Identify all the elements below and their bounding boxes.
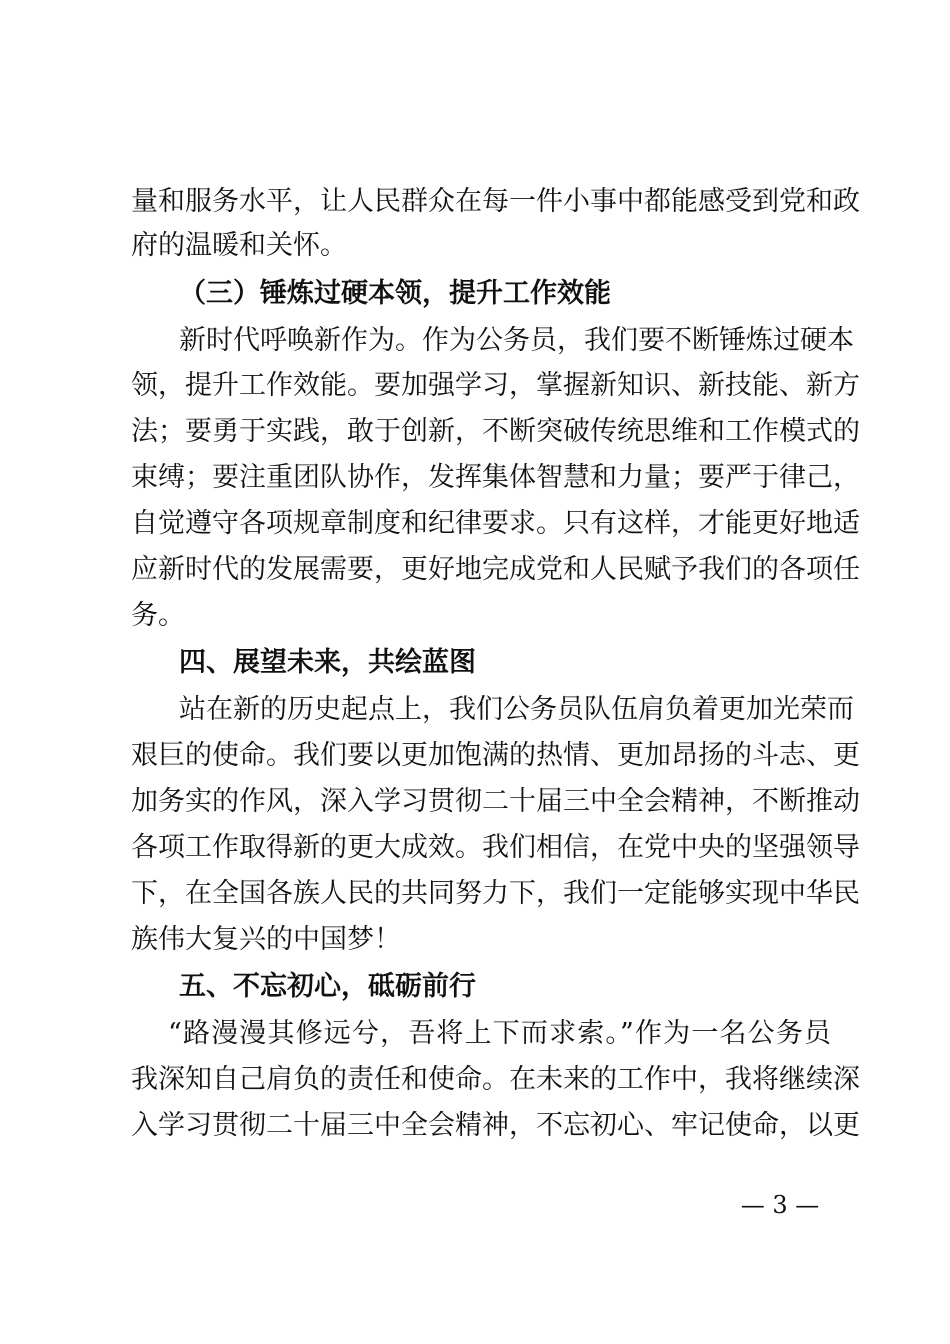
paragraph-line: 加务实的作风，深入学习贯彻二十届三中全会精神，不断推动 [131, 786, 860, 817]
paragraph-line: 下，在全国各族人民的共同努力下，我们一定能够实现中华民 [131, 878, 860, 909]
paragraph-line: 领，提升工作效能。要加强学习，掌握新知识、新技能、新方 [131, 370, 860, 401]
paragraph-line: 应新时代的发展需要，更好地完成党和人民赋予我们的各项任 [131, 554, 860, 585]
section-3-heading: （三）锤炼过硬本领，提升工作效能 [179, 278, 611, 309]
paragraph-line: 府的温暖和关怀。 [131, 230, 347, 261]
paragraph-line: 新时代呼唤新作为。作为公务员，我们要不断锤炼过硬本 [179, 325, 854, 356]
paragraph-line: 自觉遵守各项规章制度和纪律要求。只有这样，才能更好地适 [131, 508, 860, 539]
paragraph-line: 法；要勇于实践，敢于创新，不断突破传统思维和工作模式的 [131, 416, 860, 447]
section-5-heading: 五、不忘初心，砥砺前行 [179, 971, 476, 1002]
paragraph-line: 量和服务水平，让人民群众在每一件小事中都能感受到党和政 [131, 186, 860, 217]
paragraph-line: 务。 [131, 600, 185, 631]
paragraph-line: 我深知自己肩负的责任和使命。在未来的工作中，我将继续深 [131, 1064, 860, 1095]
paragraph-line: 束缚；要注重团队协作，发挥集体智慧和力量；要严于律己， [131, 462, 860, 493]
page-number: — 3 — [740, 1191, 820, 1219]
paragraph-line: “路漫漫其修远兮，吾将上下而求索。”作为一名公务员 [168, 1018, 831, 1049]
paragraph-line: 艰巨的使命。我们要以更加饱满的热情、更加昂扬的斗志、更 [131, 740, 860, 771]
paragraph-line: 族伟大复兴的中国梦！ [131, 924, 401, 955]
paragraph-line: 各项工作取得新的更大成效。我们相信，在党中央的坚强领导 [131, 832, 860, 863]
paragraph-line: 站在新的历史起点上，我们公务员队伍肩负着更加光荣而 [179, 694, 854, 725]
paragraph-line: 入学习贯彻二十届三中全会精神，不忘初心、牢记使命，以更 [131, 1110, 860, 1141]
section-4-heading: 四、展望未来，共绘蓝图 [179, 647, 476, 678]
